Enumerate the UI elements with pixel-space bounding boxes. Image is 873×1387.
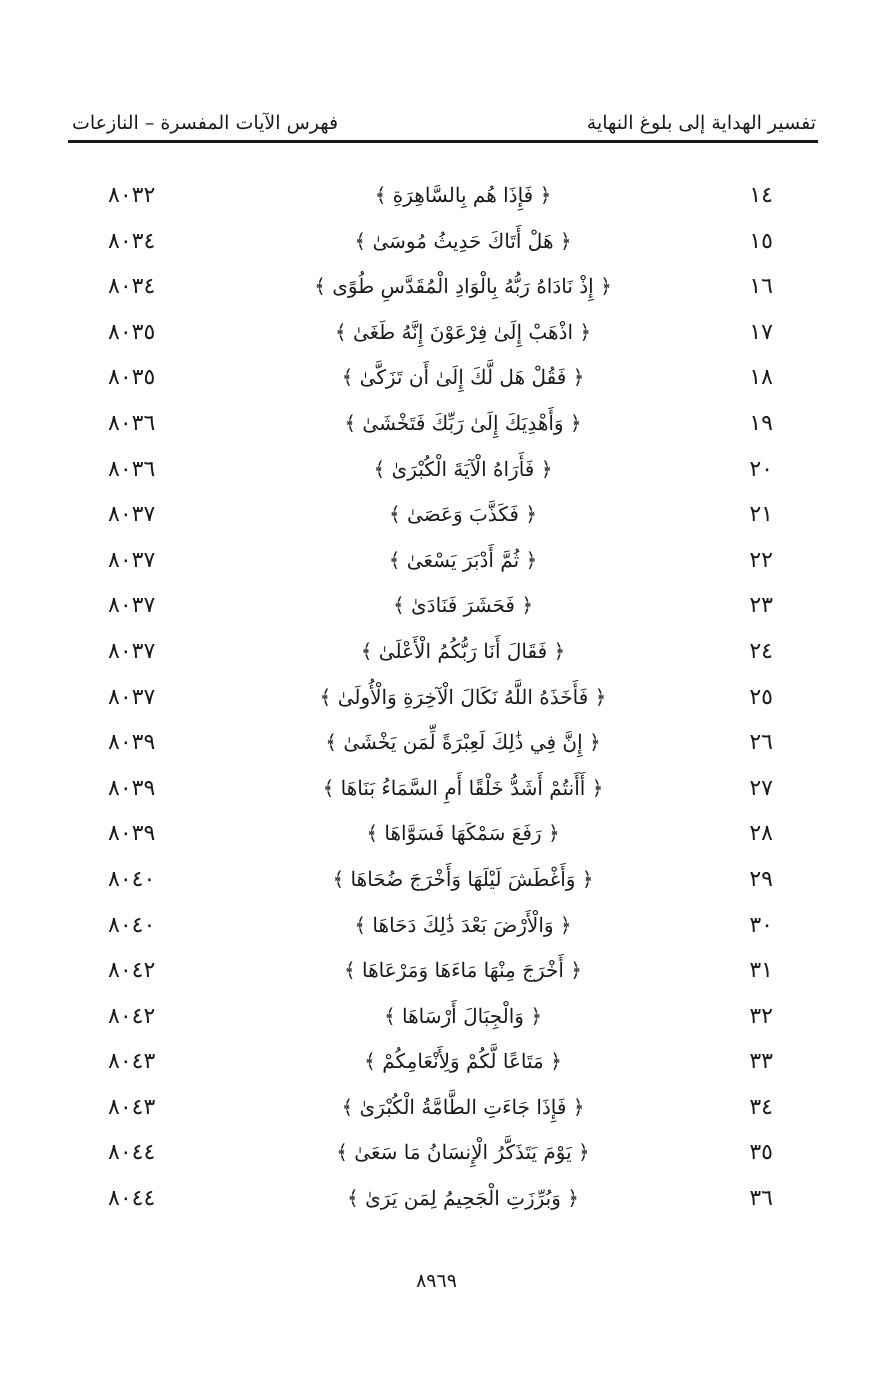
page-reference: ٨٠٤٢ xyxy=(108,958,156,984)
verse-index-table xyxy=(68,173,818,1222)
page-reference: ٨٠٣٥ xyxy=(108,365,156,391)
verse-text: ﴿ اذْهَبْ إِلَىٰ فِرْعَوْنَ إِنَّهُ طَغَىٰ ﴾ xyxy=(334,319,592,344)
verse-text: ﴿ ثُمَّ أَدْبَرَ يَسْعَىٰ ﴾ xyxy=(388,547,538,572)
table-row xyxy=(68,994,818,1040)
table-row xyxy=(68,492,818,538)
table-row xyxy=(68,173,818,219)
page-reference: ٨٠٤٣ xyxy=(108,1049,156,1075)
verse-text: ﴿ رَفَعَ سَمْكَهَا فَسَوَّاهَا ﴾ xyxy=(366,821,560,846)
page-reference: ٨٠٤٢ xyxy=(108,1003,156,1029)
verse-number: ٣٥ xyxy=(749,1140,773,1166)
verse-text: ﴿ أَأَنتُمْ أَشَدُّ خَلْقًا أَمِ السَّمَاءُ بَنَاهَا ﴾ xyxy=(322,775,604,800)
table-row xyxy=(68,811,818,857)
table-row xyxy=(68,1039,818,1085)
verse-number: ٣٠ xyxy=(749,912,773,938)
verse-number: ١٨ xyxy=(749,365,773,391)
table-row xyxy=(68,1085,818,1131)
verse-number: ٣٦ xyxy=(749,1186,773,1212)
verse-number: ١٧ xyxy=(749,319,773,345)
table-row xyxy=(68,857,818,903)
verse-text: ﴿ وَأَهْدِيَكَ إِلَىٰ رَبِّكَ فَتَخْشَىٰ ﴾ xyxy=(344,410,582,435)
verse-text: ﴿ وَبُرِّزَتِ الْجَحِيمُ لِمَن يَرَىٰ ﴾ xyxy=(347,1186,579,1211)
page-reference: ٨٠٣٦ xyxy=(108,456,156,482)
verse-text: ﴿ فَأَرَاهُ الْآيَةَ الْكُبْرَىٰ ﴾ xyxy=(373,456,553,481)
page-reference: ٨٠٣٧ xyxy=(108,502,156,528)
verse-number: ٢٩ xyxy=(749,866,773,892)
verse-number: ٢١ xyxy=(749,502,773,528)
page-reference: ٨٠٣٩ xyxy=(108,730,156,756)
verse-text: ﴿ فَقُلْ هَل لَّكَ إِلَىٰ أَن تَزَكَّىٰ ﴾ xyxy=(341,365,585,390)
verse-text: ﴿ فَأَخَذَهُ اللَّهُ نَكَالَ الْآخِرَةِ وَالْأُولَىٰ ﴾ xyxy=(319,684,607,709)
verse-number: ٢٨ xyxy=(749,821,773,847)
verse-text: ﴿ أَخْرَجَ مِنْهَا مَاءَهَا وَمَرْعَاهَا ﴾ xyxy=(343,958,583,983)
verse-number: ٢٢ xyxy=(749,547,773,573)
verse-number: ٢٠ xyxy=(749,456,773,482)
verse-text: ﴿ هَلْ أَتَاكَ حَدِيثُ مُوسَىٰ ﴾ xyxy=(354,228,572,253)
verse-text: ﴿ وَالْجِبَالَ أَرْسَاهَا ﴾ xyxy=(383,1003,543,1028)
verse-text: ﴿ فَقَالَ أَنَا رَبُّكُمُ الْأَعْلَىٰ ﴾ xyxy=(360,638,566,663)
table-row xyxy=(68,948,818,994)
verse-text: ﴿ فَإِذَا جَاءَتِ الطَّامَّةُ الْكُبْرَىٰ ﴾ xyxy=(341,1094,585,1119)
table-row xyxy=(68,720,818,766)
page-reference: ٨٠٣٧ xyxy=(108,638,156,664)
page-reference: ٨٠٤٠ xyxy=(108,912,156,938)
table-row xyxy=(68,401,818,447)
verse-number: ١٦ xyxy=(749,274,773,300)
section-title: فهرس الآيات المفسرة – النازعات xyxy=(72,112,339,134)
page-reference: ٨٠٤٤ xyxy=(108,1140,156,1166)
verse-number: ١٤ xyxy=(749,183,773,208)
page-reference: ٨٠٣٧ xyxy=(108,684,156,710)
page-reference: ٨٠٣٩ xyxy=(108,821,156,847)
page-reference: ٨٠٤٣ xyxy=(108,1094,156,1120)
verse-number: ٢٤ xyxy=(749,638,773,664)
verse-number: ٢٦ xyxy=(749,730,773,756)
table-row xyxy=(68,538,818,584)
page-reference: ٨٠٣٧ xyxy=(108,593,156,619)
page-reference: ٨٠٣٥ xyxy=(108,319,156,345)
table-row xyxy=(68,766,818,812)
book-title: تفسير الهداية إلى بلوغ النهاية xyxy=(586,112,816,134)
verse-text: ﴿ وَالْأَرْضَ بَعْدَ ذَٰلِكَ دَحَاهَا ﴾ xyxy=(354,912,572,937)
verse-number: ٣٢ xyxy=(749,1003,773,1029)
verse-text: ﴿ إِذْ نَادَاهُ رَبُّهُ بِالْوَادِ الْمُقَدَّسِ طُوًى ﴾ xyxy=(314,274,612,299)
verse-number: ٢٧ xyxy=(749,775,773,801)
table-row xyxy=(68,310,818,356)
table-row xyxy=(68,583,818,629)
verse-number: ٣١ xyxy=(749,958,773,984)
table-row xyxy=(68,675,818,721)
page-reference: ٨٠٤٤ xyxy=(108,1186,156,1212)
page-number: ٨٩٦٩ xyxy=(416,1270,457,1292)
verse-number: ٢٥ xyxy=(749,684,773,710)
page-reference: ٨٠٣٤ xyxy=(108,228,156,254)
table-row xyxy=(68,629,818,675)
table-row xyxy=(68,264,818,310)
verse-number: ١٥ xyxy=(749,228,773,254)
verse-text: ﴿ يَوْمَ يَتَذَكَّرُ الْإِنسَانُ مَا سَعَىٰ ﴾ xyxy=(336,1140,590,1165)
page-reference: ٨٠٣٦ xyxy=(108,410,156,436)
page-reference: ٨٠٣٢ xyxy=(108,183,156,208)
table-row xyxy=(68,355,818,401)
table-row xyxy=(68,1130,818,1176)
verse-text: ﴿ إِنَّ فِي ذَٰلِكَ لَعِبْرَةً لِّمَن يَخْشَىٰ ﴾ xyxy=(325,730,601,755)
table-row xyxy=(68,1176,818,1222)
table-row xyxy=(68,219,818,265)
verse-number: ٣٤ xyxy=(749,1094,773,1120)
verse-number: ٣٣ xyxy=(749,1049,773,1075)
table-row xyxy=(68,447,818,493)
running-header xyxy=(68,106,818,143)
verse-number: ٢٣ xyxy=(749,593,773,619)
verse-text: ﴿ فَحَشَرَ فَنَادَىٰ ﴾ xyxy=(392,593,534,618)
page-reference: ٨٠٣٤ xyxy=(108,274,156,300)
page-reference: ٨٠٣٧ xyxy=(108,547,156,573)
table-row xyxy=(68,903,818,949)
page-reference: ٨٠٣٩ xyxy=(108,775,156,801)
verse-number: ١٩ xyxy=(749,410,773,436)
page-reference: ٨٠٤٠ xyxy=(108,866,156,892)
verse-text: ﴿ فَإِذَا هُم بِالسَّاهِرَةِ ﴾ xyxy=(374,183,552,207)
verse-text: ﴿ وَأَغْطَشَ لَيْلَهَا وَأَخْرَجَ ضُحَاهَا ﴾ xyxy=(332,866,594,891)
verse-text: ﴿ مَتَاعًا لَّكُمْ وَلِأَنْعَامِكُمْ ﴾ xyxy=(364,1049,562,1074)
verse-text: ﴿ فَكَذَّبَ وَعَصَىٰ ﴾ xyxy=(388,502,538,527)
